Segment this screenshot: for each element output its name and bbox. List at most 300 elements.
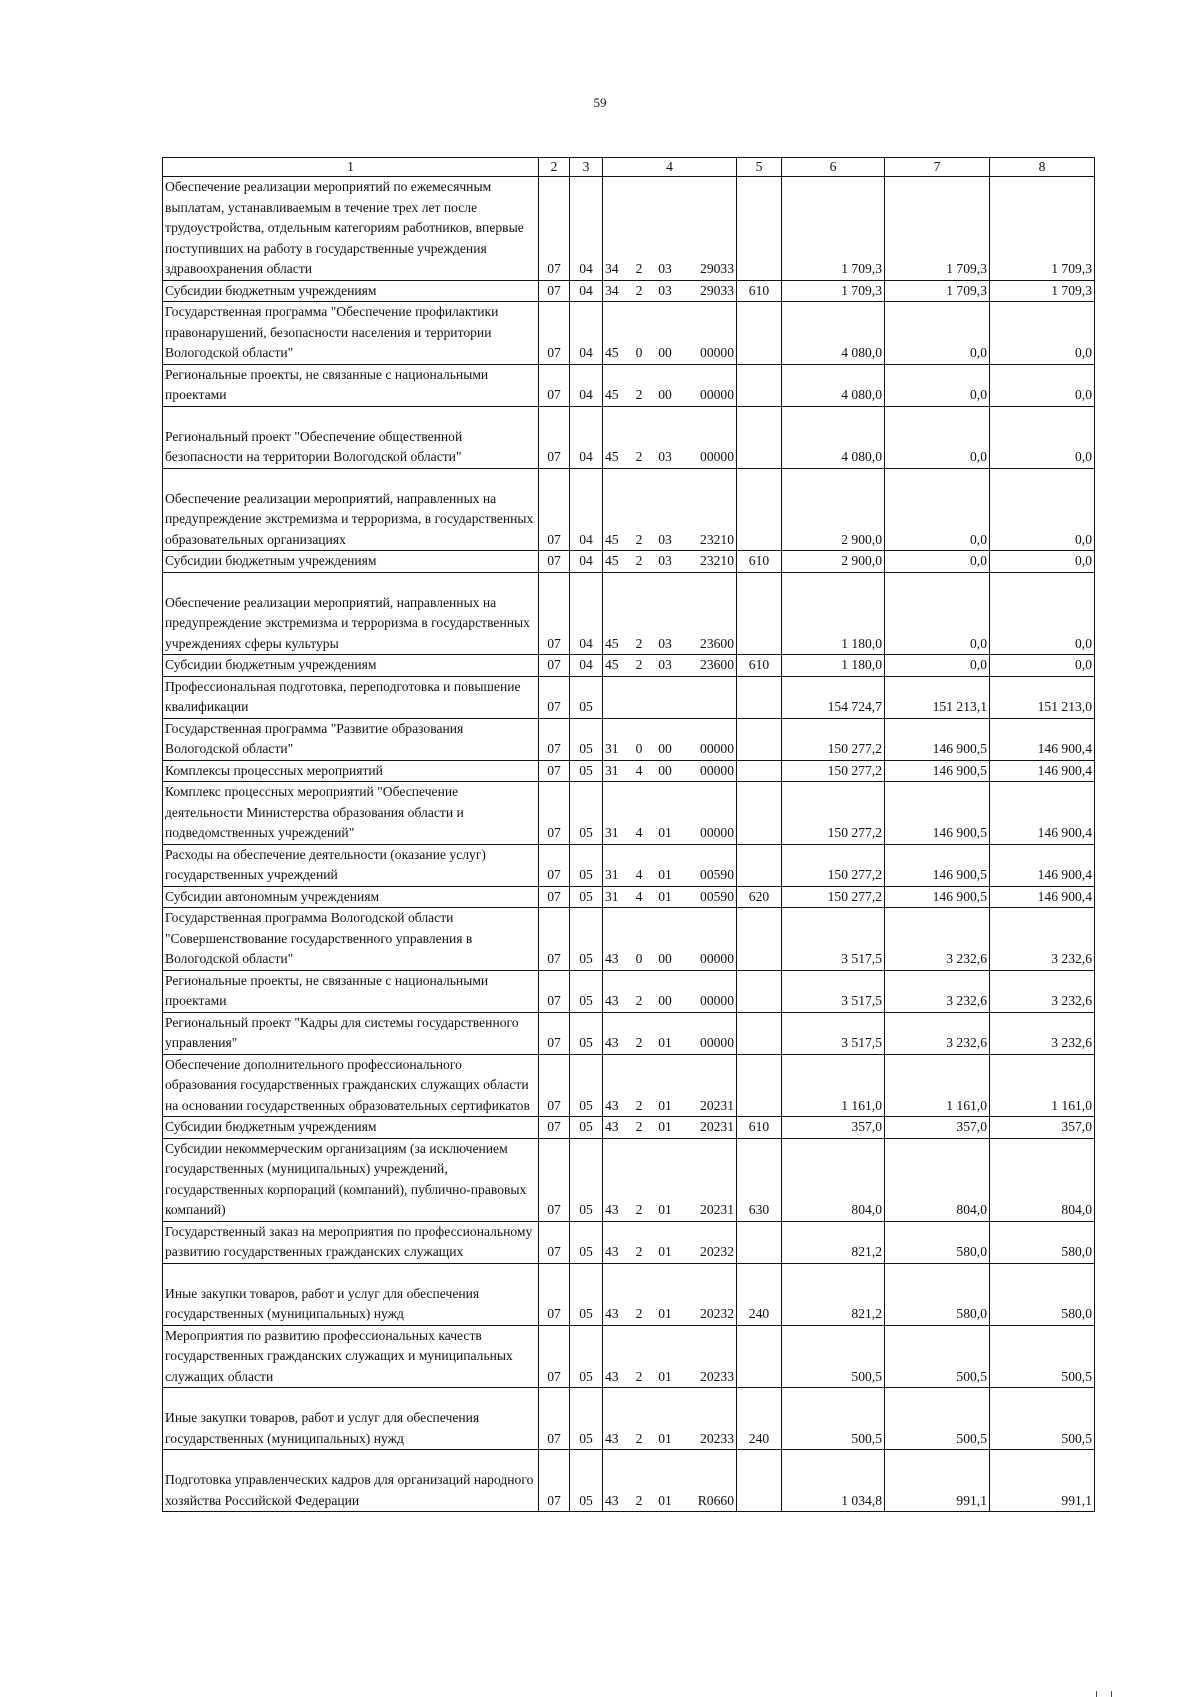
row-name: Обеспечение реализации мероприятий, направленных на предупреждение экстремизма и терроризма в государственных учреждениях сферы культуры xyxy=(163,572,539,655)
code-part: 03 xyxy=(658,657,672,672)
code-part: 20232 xyxy=(700,1244,734,1259)
code-part: 01 xyxy=(658,1430,672,1446)
code-part: 03 xyxy=(658,449,672,464)
table-row xyxy=(163,1138,1095,1221)
code-part: 03 xyxy=(658,282,672,298)
code-part: 23600 xyxy=(700,657,734,672)
code-part: 2 xyxy=(635,1202,643,1217)
code-part: 2 xyxy=(635,553,643,568)
expense-type-code: 630 xyxy=(737,1138,782,1221)
code-part: 45 xyxy=(605,635,619,651)
code-part: 01 xyxy=(658,1368,672,1384)
section-code: 07 xyxy=(539,1388,570,1450)
amount-year-1: 150 277,2 xyxy=(782,844,885,886)
amount-year-3: 0,0 xyxy=(990,364,1095,406)
amount-year-3: 146 900,4 xyxy=(990,718,1095,760)
target-article-code xyxy=(603,364,737,406)
subsection-code: 05 xyxy=(570,844,603,886)
amount-year-2: 3 232,6 xyxy=(885,1012,990,1054)
amount-year-1: 500,5 xyxy=(782,1388,885,1450)
expense-type-code: 240 xyxy=(737,1263,782,1325)
code-part: 2 xyxy=(635,531,643,547)
code-part: 00000 xyxy=(700,741,734,756)
code-part: 2 xyxy=(635,1244,643,1259)
amount-year-1: 1 180,0 xyxy=(782,655,885,677)
code-part: 00000 xyxy=(700,951,734,966)
code-part: 20233 xyxy=(700,1430,734,1446)
section-code: 07 xyxy=(539,302,570,365)
expense-type-code xyxy=(737,844,782,886)
code-part: 2 xyxy=(635,635,643,651)
code-part: 31 xyxy=(605,867,619,882)
code-part: 01 xyxy=(658,1097,672,1113)
amount-year-3: 991,1 xyxy=(990,1450,1095,1512)
target-article-code xyxy=(603,1263,737,1325)
amount-year-1: 4 080,0 xyxy=(782,302,885,365)
amount-year-1: 150 277,2 xyxy=(782,782,885,845)
section-code: 07 xyxy=(539,886,570,908)
subsection-code: 05 xyxy=(570,760,603,782)
code-part: 01 xyxy=(658,825,672,840)
amount-year-2: 500,5 xyxy=(885,1388,990,1450)
column-header: 7 xyxy=(885,158,990,177)
expense-type-code xyxy=(737,572,782,655)
subsection-code: 05 xyxy=(570,1138,603,1221)
amount-year-3: 0,0 xyxy=(990,572,1095,655)
target-article-code xyxy=(603,760,737,782)
table-row xyxy=(163,1388,1095,1450)
code-part: 00000 xyxy=(700,387,734,402)
amount-year-2: 146 900,5 xyxy=(885,844,990,886)
table-row xyxy=(163,302,1095,365)
section-code: 07 xyxy=(539,1450,570,1512)
code-part: 2 xyxy=(635,282,643,298)
amount-year-2: 580,0 xyxy=(885,1263,990,1325)
code-part: 01 xyxy=(658,1306,672,1321)
row-name: Субсидии бюджетным учреждениям xyxy=(163,655,539,677)
amount-year-3: 0,0 xyxy=(990,406,1095,468)
table-row xyxy=(163,844,1095,886)
amount-year-2: 151 213,1 xyxy=(885,676,990,718)
code-part: 43 xyxy=(605,993,619,1008)
amount-year-1: 1 180,0 xyxy=(782,572,885,655)
amount-year-3: 0,0 xyxy=(990,551,1095,573)
target-article-code xyxy=(603,177,737,281)
section-code: 07 xyxy=(539,468,570,551)
code-part: 43 xyxy=(605,1119,619,1134)
code-part: 20231 xyxy=(700,1097,734,1113)
code-part: 31 xyxy=(605,825,619,840)
row-name: Государственная программа "Развитие образования Вологодской области" xyxy=(163,718,539,760)
row-name: Обеспечение реализации мероприятий по ежемесячным выплатам, устанавливаемым в течение трех лет после трудоустройства, отдельным категориям работников, впервые поступивших на работу в государственные учреждения здравоохранения области xyxy=(163,177,539,281)
target-article-code xyxy=(603,468,737,551)
amount-year-1: 1 161,0 xyxy=(782,1054,885,1117)
table-row xyxy=(163,406,1095,468)
code-part: 03 xyxy=(658,635,672,651)
table-row xyxy=(163,1221,1095,1263)
subsection-code: 04 xyxy=(570,302,603,365)
code-part: 29033 xyxy=(700,261,734,276)
expense-type-code: 240 xyxy=(737,1388,782,1450)
table-row xyxy=(163,1117,1095,1139)
column-header: 6 xyxy=(782,158,885,177)
code-part: 01 xyxy=(658,1035,672,1050)
section-code: 07 xyxy=(539,177,570,281)
amount-year-1: 2 900,0 xyxy=(782,551,885,573)
target-article-code xyxy=(603,1388,737,1450)
amount-year-1: 3 517,5 xyxy=(782,970,885,1012)
code-part: 0 xyxy=(635,741,643,756)
target-article-code xyxy=(603,676,737,718)
table-row xyxy=(163,908,1095,971)
code-part: 03 xyxy=(658,261,672,276)
target-article-code xyxy=(603,655,737,677)
code-part: 00 xyxy=(658,762,672,778)
subsection-code: 04 xyxy=(570,280,603,302)
expense-type-code: 610 xyxy=(737,1117,782,1139)
expense-type-code xyxy=(737,908,782,971)
expense-type-code xyxy=(737,177,782,281)
table-row xyxy=(163,1012,1095,1054)
amount-year-1: 150 277,2 xyxy=(782,760,885,782)
code-part: 00000 xyxy=(700,449,734,464)
page-number: 59 xyxy=(593,95,607,110)
code-part: 03 xyxy=(658,531,672,547)
target-article-code xyxy=(603,406,737,468)
code-part: 00 xyxy=(658,993,672,1008)
row-name: Подготовка управленческих кадров для организаций народного хозяйства Российской Федерации xyxy=(163,1450,539,1512)
section-code: 07 xyxy=(539,1054,570,1117)
row-name: Субсидии бюджетным учреждениям xyxy=(163,280,539,302)
table-row xyxy=(163,364,1095,406)
subsection-code: 05 xyxy=(570,1012,603,1054)
code-part: 43 xyxy=(605,1430,619,1446)
table-row xyxy=(163,760,1095,782)
row-name: Государственный заказ на мероприятия по профессиональному развитию государственных гражданских служащих xyxy=(163,1221,539,1263)
budget-table xyxy=(162,157,1095,1512)
code-part: 2 xyxy=(635,1368,643,1384)
code-part: 43 xyxy=(605,1244,619,1259)
row-name: Региональные проекты, не связанные с национальными проектами xyxy=(163,970,539,1012)
code-part: 00000 xyxy=(700,825,734,840)
subsection-code: 04 xyxy=(570,177,603,281)
amount-year-1: 2 900,0 xyxy=(782,468,885,551)
code-part: 00000 xyxy=(700,1035,734,1050)
header-row xyxy=(163,158,1095,177)
code-part: 00000 xyxy=(700,345,734,360)
section-code: 07 xyxy=(539,1117,570,1139)
subsection-code: 04 xyxy=(570,468,603,551)
code-part: 45 xyxy=(605,345,619,360)
code-part: 43 xyxy=(605,1492,619,1508)
code-part: 00 xyxy=(658,741,672,756)
expense-type-code: 620 xyxy=(737,886,782,908)
amount-year-2: 0,0 xyxy=(885,468,990,551)
target-article-code xyxy=(603,718,737,760)
code-part: 23600 xyxy=(700,635,734,651)
amount-year-3: 1 709,3 xyxy=(990,280,1095,302)
expense-type-code xyxy=(737,676,782,718)
row-name: Государственная программа "Обеспечение профилактики правонарушений, безопасности населения и территории Вологодской области" xyxy=(163,302,539,365)
amount-year-2: 0,0 xyxy=(885,364,990,406)
target-article-code xyxy=(603,844,737,886)
code-part: 20231 xyxy=(700,1202,734,1217)
amount-year-1: 500,5 xyxy=(782,1325,885,1388)
column-header: 4 xyxy=(603,158,737,177)
amount-year-3: 1 709,3 xyxy=(990,177,1095,281)
code-part: 20232 xyxy=(700,1306,734,1321)
section-code: 07 xyxy=(539,760,570,782)
table-row xyxy=(163,177,1095,281)
expense-type-code xyxy=(737,1221,782,1263)
amount-year-2: 3 232,6 xyxy=(885,970,990,1012)
column-header: 3 xyxy=(570,158,603,177)
code-part: 23210 xyxy=(700,531,734,547)
subsection-code: 05 xyxy=(570,782,603,845)
row-name: Расходы на обеспечение деятельности (оказание услуг) государственных учреждений xyxy=(163,844,539,886)
table-row xyxy=(163,1450,1095,1512)
table-row xyxy=(163,572,1095,655)
section-code: 07 xyxy=(539,1263,570,1325)
subsection-code: 04 xyxy=(570,572,603,655)
expense-type-code: 610 xyxy=(737,655,782,677)
subsection-code: 05 xyxy=(570,908,603,971)
amount-year-3: 3 232,6 xyxy=(990,1012,1095,1054)
target-article-code xyxy=(603,886,737,908)
amount-year-3: 0,0 xyxy=(990,302,1095,365)
amount-year-1: 357,0 xyxy=(782,1117,885,1139)
amount-year-1: 1 034,8 xyxy=(782,1450,885,1512)
target-article-code xyxy=(603,1117,737,1139)
code-part: 29033 xyxy=(700,282,734,298)
target-article-code xyxy=(603,551,737,573)
table-row xyxy=(163,655,1095,677)
amount-year-2: 0,0 xyxy=(885,655,990,677)
section-code: 07 xyxy=(539,572,570,655)
code-part: 31 xyxy=(605,762,619,778)
row-name: Иные закупки товаров, работ и услуг для обеспечения государственных (муниципальных) нужд xyxy=(163,1388,539,1450)
amount-year-3: 3 232,6 xyxy=(990,908,1095,971)
target-article-code xyxy=(603,280,737,302)
subsection-code: 05 xyxy=(570,1325,603,1388)
code-part: 2 xyxy=(635,1306,643,1321)
code-part: 2 xyxy=(635,449,643,464)
amount-year-1: 4 080,0 xyxy=(782,364,885,406)
amount-year-2: 580,0 xyxy=(885,1221,990,1263)
table-row xyxy=(163,551,1095,573)
amount-year-3: 146 900,4 xyxy=(990,844,1095,886)
code-part: 43 xyxy=(605,1097,619,1113)
row-name: Субсидии некоммерческим организациям (за исключением государственных (муниципальных) учреждений, государственных корпораций (компаний), публично-правовых компаний) xyxy=(163,1138,539,1221)
section-code: 07 xyxy=(539,676,570,718)
table-row xyxy=(163,676,1095,718)
section-code: 07 xyxy=(539,280,570,302)
amount-year-2: 146 900,5 xyxy=(885,782,990,845)
amount-year-2: 0,0 xyxy=(885,406,990,468)
code-part: 20233 xyxy=(700,1368,734,1384)
amount-year-1: 3 517,5 xyxy=(782,1012,885,1054)
amount-year-3: 804,0 xyxy=(990,1138,1095,1221)
code-part: 31 xyxy=(605,888,619,904)
row-name: Профессиональная подготовка, переподготовка и повышение квалификации xyxy=(163,676,539,718)
subsection-code: 05 xyxy=(570,886,603,908)
amount-year-1: 4 080,0 xyxy=(782,406,885,468)
expense-type-code xyxy=(737,364,782,406)
table-row xyxy=(163,1054,1095,1117)
amount-year-3: 500,5 xyxy=(990,1388,1095,1450)
row-name: Мероприятия по развитию профессиональных качеств государственных гражданских служащих и муниципальных служащих области xyxy=(163,1325,539,1388)
target-article-code xyxy=(603,1138,737,1221)
row-name: Государственная программа Вологодской области "Совершенствование государственного управления в Вологодской области" xyxy=(163,908,539,971)
amount-year-3: 151 213,0 xyxy=(990,676,1095,718)
column-header: 8 xyxy=(990,158,1095,177)
subsection-code: 05 xyxy=(570,1450,603,1512)
row-name: Субсидии бюджетным учреждениям xyxy=(163,551,539,573)
code-part: 01 xyxy=(658,1202,672,1217)
amount-year-3: 146 900,4 xyxy=(990,782,1095,845)
table-row xyxy=(163,1263,1095,1325)
code-part: 43 xyxy=(605,1035,619,1050)
row-name: Субсидии бюджетным учреждениям xyxy=(163,1117,539,1139)
target-article-code xyxy=(603,1325,737,1388)
amount-year-2: 146 900,5 xyxy=(885,886,990,908)
expense-type-code xyxy=(737,468,782,551)
code-part: 45 xyxy=(605,387,619,402)
section-code: 07 xyxy=(539,1138,570,1221)
amount-year-1: 154 724,7 xyxy=(782,676,885,718)
row-name: Региональные проекты, не связанные с национальными проектами xyxy=(163,364,539,406)
section-code: 07 xyxy=(539,970,570,1012)
code-part: 2 xyxy=(635,657,643,672)
table-row xyxy=(163,970,1095,1012)
section-code: 07 xyxy=(539,718,570,760)
subsection-code: 05 xyxy=(570,1221,603,1263)
amount-year-2: 3 232,6 xyxy=(885,908,990,971)
amount-year-2: 146 900,5 xyxy=(885,718,990,760)
row-name: Региональный проект "Обеспечение общественной безопасности на территории Вологодской области" xyxy=(163,406,539,468)
code-part: 4 xyxy=(635,867,643,882)
row-name: Обеспечение реализации мероприятий, направленных на предупреждение экстремизма и терроризма, в государственных образовательных организациях xyxy=(163,468,539,551)
code-part: 2 xyxy=(635,1097,643,1113)
code-part: 00000 xyxy=(700,762,734,778)
code-part: 01 xyxy=(658,1244,672,1259)
code-part: 03 xyxy=(658,553,672,568)
expense-type-code xyxy=(737,302,782,365)
code-part: 43 xyxy=(605,1368,619,1384)
subsection-code: 05 xyxy=(570,1388,603,1450)
table-row xyxy=(163,280,1095,302)
section-code: 07 xyxy=(539,908,570,971)
expense-type-code xyxy=(737,406,782,468)
column-header: 5 xyxy=(737,158,782,177)
amount-year-2: 1 709,3 xyxy=(885,280,990,302)
code-part: 43 xyxy=(605,1202,619,1217)
code-part: 45 xyxy=(605,553,619,568)
section-code: 07 xyxy=(539,406,570,468)
code-part: 01 xyxy=(658,1119,672,1134)
code-part: 31 xyxy=(605,741,619,756)
amount-year-3: 0,0 xyxy=(990,655,1095,677)
code-part: 4 xyxy=(635,762,643,778)
code-part: 34 xyxy=(605,282,619,298)
expense-type-code xyxy=(737,1054,782,1117)
subsection-code: 05 xyxy=(570,1117,603,1139)
row-name: Комплексы процессных мероприятий xyxy=(163,760,539,782)
code-part: 2 xyxy=(635,993,643,1008)
code-part: 4 xyxy=(635,888,643,904)
section-code: 07 xyxy=(539,1325,570,1388)
scan-mark xyxy=(1096,1691,1112,1697)
target-article-code xyxy=(603,1450,737,1512)
code-part: 00000 xyxy=(700,993,734,1008)
table-row xyxy=(163,782,1095,845)
code-part: 00 xyxy=(658,387,672,402)
target-article-code xyxy=(603,1221,737,1263)
amount-year-3: 146 900,4 xyxy=(990,760,1095,782)
expense-type-code: 610 xyxy=(737,280,782,302)
code-part: R0660 xyxy=(697,1492,734,1508)
amount-year-1: 150 277,2 xyxy=(782,718,885,760)
code-part: 2 xyxy=(635,1119,643,1134)
section-code: 07 xyxy=(539,1012,570,1054)
target-article-code xyxy=(603,970,737,1012)
target-article-code xyxy=(603,1012,737,1054)
target-article-code xyxy=(603,1054,737,1117)
code-part: 00 xyxy=(658,951,672,966)
section-code: 07 xyxy=(539,551,570,573)
amount-year-1: 1 709,3 xyxy=(782,280,885,302)
subsection-code: 04 xyxy=(570,655,603,677)
code-part: 0 xyxy=(635,345,643,360)
amount-year-1: 3 517,5 xyxy=(782,908,885,971)
table-row xyxy=(163,1325,1095,1388)
amount-year-2: 1 161,0 xyxy=(885,1054,990,1117)
section-code: 07 xyxy=(539,1221,570,1263)
expense-type-code xyxy=(737,970,782,1012)
code-part: 45 xyxy=(605,657,619,672)
code-part: 01 xyxy=(658,1492,672,1508)
amount-year-3: 1 161,0 xyxy=(990,1054,1095,1117)
code-part: 43 xyxy=(605,1306,619,1321)
amount-year-3: 0,0 xyxy=(990,468,1095,551)
amount-year-2: 146 900,5 xyxy=(885,760,990,782)
section-code: 07 xyxy=(539,844,570,886)
code-part: 45 xyxy=(605,531,619,547)
code-part: 34 xyxy=(605,261,619,276)
row-name: Обеспечение дополнительного профессионального образования государственных гражданских служащих области на основании государственных образовательных сертификатов xyxy=(163,1054,539,1117)
code-part: 0 xyxy=(635,951,643,966)
expense-type-code xyxy=(737,1450,782,1512)
amount-year-2: 0,0 xyxy=(885,551,990,573)
target-article-code xyxy=(603,908,737,971)
target-article-code xyxy=(603,782,737,845)
row-name: Комплекс процессных мероприятий "Обеспечение деятельности Министерства образования области и подведомственных учреждений" xyxy=(163,782,539,845)
code-part: 00 xyxy=(658,345,672,360)
section-code: 07 xyxy=(539,364,570,406)
subsection-code: 04 xyxy=(570,551,603,573)
column-header: 2 xyxy=(539,158,570,177)
code-part: 2 xyxy=(635,1492,643,1508)
expense-type-code xyxy=(737,782,782,845)
code-part: 2 xyxy=(635,261,643,276)
subsection-code: 05 xyxy=(570,1054,603,1117)
amount-year-1: 1 709,3 xyxy=(782,177,885,281)
code-part: 01 xyxy=(658,888,672,904)
code-part: 00590 xyxy=(700,867,734,882)
row-name: Субсидии автономным учреждениям xyxy=(163,886,539,908)
row-name: Иные закупки товаров, работ и услуг для обеспечения государственных (муниципальных) нужд xyxy=(163,1263,539,1325)
code-part: 43 xyxy=(605,951,619,966)
